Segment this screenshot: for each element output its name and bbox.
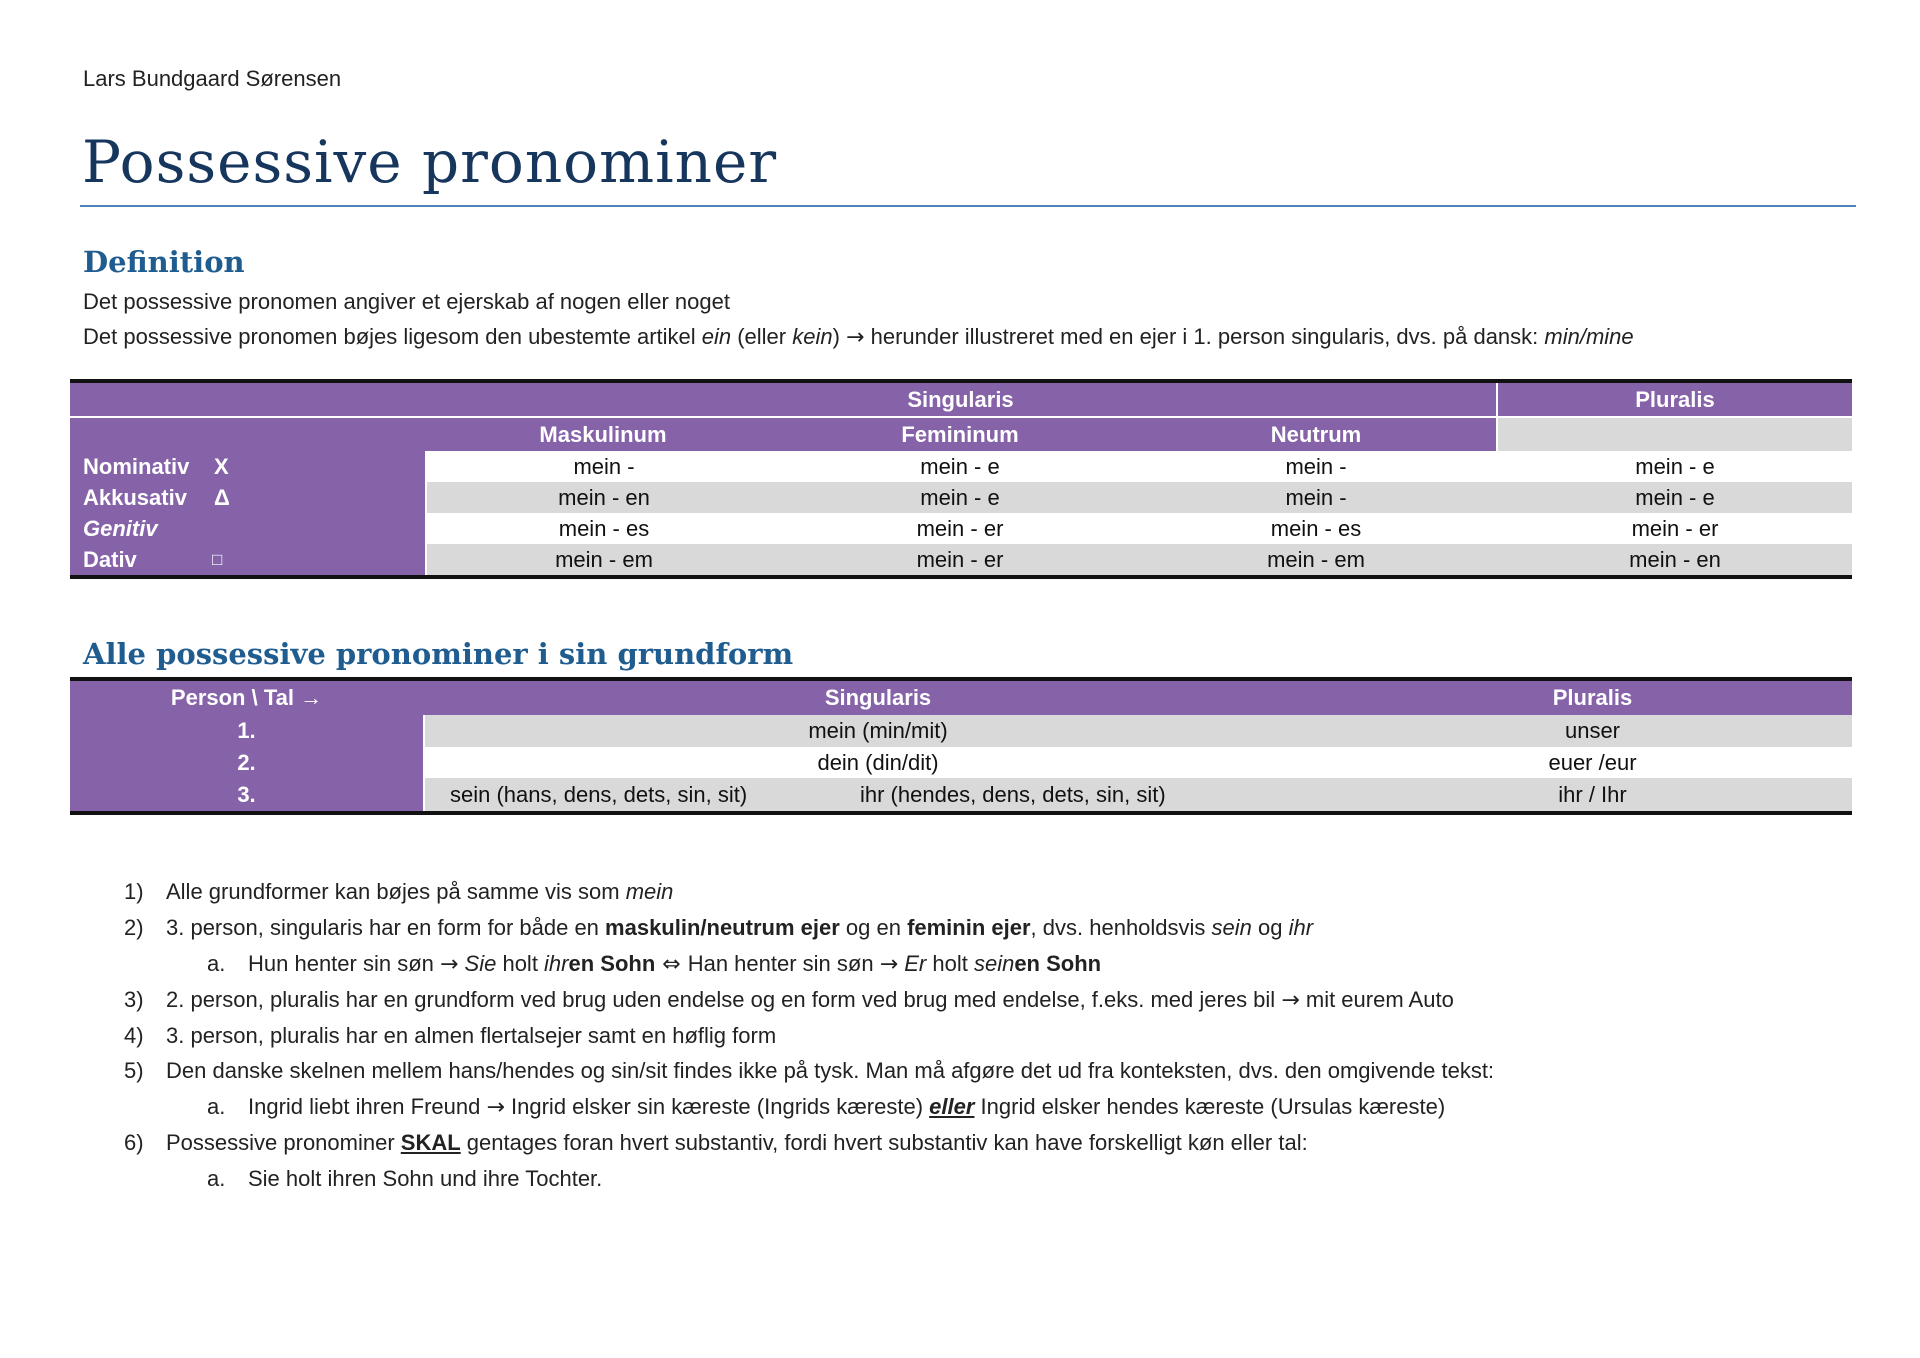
- list-item: Alle grundformer kan bøjes på samme vis som mein: [166, 879, 674, 904]
- definition-heading: Definition: [83, 245, 245, 279]
- double-arrow-icon: ⇔: [655, 952, 688, 977]
- table-row: Dativ □ mein - em mein - er mein - em mein - en: [70, 544, 1852, 575]
- header-maskulinum: Maskulinum: [539, 421, 667, 447]
- header-pluralis: Pluralis: [1552, 685, 1633, 710]
- arrow-right-icon: →: [486, 1095, 505, 1120]
- table-row: Akkusativ Δ mein - en mein - e mein - mein - e: [70, 482, 1852, 513]
- table-row: 2. dein (din/dit) euer /eur: [70, 747, 1852, 778]
- author-name: Lars Bundgaard Sørensen: [83, 66, 342, 91]
- header-neutrum: Neutrum: [1270, 421, 1362, 447]
- page-title: Possessive pronominer: [82, 128, 778, 196]
- declension-table: [70, 379, 1852, 581]
- header-singularis: Singularis: [824, 685, 932, 710]
- document-page: Lars Bundgaard Sørensen Possessive pronominer Definition Det possessive pronomen angiver et ejerskab af nogen eller noget Det possessive pronomen bøjes ligesom den ubestemte artikel ein (eller kein) → herunder illustreret med en ejer i 1. person singularis, dvs. på dansk: min/mine Singularis Pluralis Maskulinum Femininum Neutrum Nominativ X mein - mein - e mein - mein - e Akkusativ Δ mein - en mein - e mein - mein - e Genitiv mein - es mein - er mein - es mein - er Dativ □ mein - em mein - er mein - em mein - en Alle possessive pronominer i sin grundform Person \ Tal → Singularis Pluralis 1. mein (min/mit) unser 2. dein (din/dit) euer /eur 3. sein (hans, dens, dets, sin, sit) ihr (hendes, dens, dets, sin, sit) ihr / Ihr 1) Alle grundformer kan bøjes på samme vis som mein 2) 3. person, singularis har en form for både en maskulin/neutrum ejer og en feminin ejer, dvs. henholdsvis sein og ihr a. Hun henter sin søn → Sie holt ihren Sohn ⇔ Han henter sin søn → Er holt seinen Sohn 3) 2. person, pluralis har en grundform ved brug uden endelse og en form ved brug med endelse, f.eks. med jeres bil → mit eurem Auto 4) 3. person, pluralis har en almen flertalsejer samt en høflig form 5) Den danske skelnen mellem hans/hendes og sin/sit findes ikke på tysk. Man må afgøre det ud fra konteksten, dvs. den omgivende tekst: a. Ingrid liebt ihren Freund → Ingrid elsker sin kæreste (Ingrids kæreste) eller Ingrid elsker hendes kæreste (Ursulas kæreste) 6) Possessive pronominer SKAL gentages foran hvert substantiv, fordi hvert substantiv kan have forskelligt køn eller tal: a. Sie holt ihren Sohn und ihre Tochter.: [0, 0, 1920, 1358]
- list-item: Possessive pronominer SKAL gentages foran hvert substantiv, fordi hvert substantiv kan have forskelligt køn eller tal:: [166, 1130, 1308, 1155]
- table-header-row: [70, 383, 1852, 416]
- arrow-right-icon: →: [846, 325, 865, 350]
- table-gender-row: [70, 418, 1852, 451]
- title-divider: [80, 205, 1856, 207]
- table-row: 1. mein (min/mit) unser: [70, 715, 1852, 747]
- grundform-heading: Alle possessive pronominer i sin grundform: [83, 637, 794, 671]
- list-item: 3. person, singularis har en form for både en maskulin/neutrum ejer og en feminin ejer, dvs. henholdsvis sein og ihr: [166, 915, 1314, 940]
- header-femininum: Femininum: [901, 421, 1019, 447]
- list-item: 3. person, pluralis har en almen flertalsejer samt en høflig form: [166, 1023, 777, 1048]
- header-pluralis: Pluralis: [1635, 386, 1715, 412]
- table-row: 3. sein (hans, dens, dets, sin, sit) ihr (hendes, dens, dets, sin, sit) ihr / Ihr: [70, 778, 1852, 811]
- table-row: Nominativ X mein - mein - e mein - mein - e: [70, 451, 1852, 482]
- arrow-right-icon: →: [439, 952, 459, 977]
- akkusativ-delta-symbol: Δ: [214, 485, 230, 510]
- nominativ-x-symbol: X: [214, 454, 229, 479]
- header-person-tal: Person \ Tal →: [170, 685, 323, 710]
- table-header-row: [70, 681, 1852, 715]
- header-singularis: Singularis: [907, 386, 1014, 412]
- arrow-right-icon: →: [879, 952, 899, 977]
- dativ-square-symbol: □: [212, 550, 223, 569]
- definition-line-2: Det possessive pronomen bøjes ligesom den ubestemte artikel ein (eller kein) → herunder illustreret med en ejer i 1. person singularis, dvs. på dansk: min/mine: [83, 324, 1634, 350]
- list-item: Den danske skelnen mellem hans/hendes og sin/sit findes ikke på tysk. Man må afgøre det ud fra konteksten, dvs. den omgivende tekst:: [166, 1058, 1495, 1083]
- list-item: 2. person, pluralis har en grundform ved brug uden endelse og en form ved brug med endelse, f.eks. med jeres bil → mit eurem Auto: [166, 987, 1454, 1013]
- list-item: Ingrid liebt ihren Freund → Ingrid elsker sin kæreste (Ingrids kæreste) eller Ingrid elsker hendes kæreste (Ursulas kæreste): [248, 1094, 1446, 1120]
- list-item: Sie holt ihren Sohn und ihre Tochter.: [248, 1166, 603, 1191]
- list-item: Hun henter sin søn → Sie holt ihren Sohn ⇔ Han henter sin søn → Er holt seinen Sohn: [248, 951, 1102, 977]
- table-row: Genitiv mein - es mein - er mein - es mein - er: [70, 513, 1852, 544]
- grundform-table: [70, 677, 1852, 817]
- arrow-right-icon: →: [1281, 988, 1300, 1013]
- definition-line-1: Det possessive pronomen angiver et ejerskab af nogen eller noget: [83, 289, 730, 314]
